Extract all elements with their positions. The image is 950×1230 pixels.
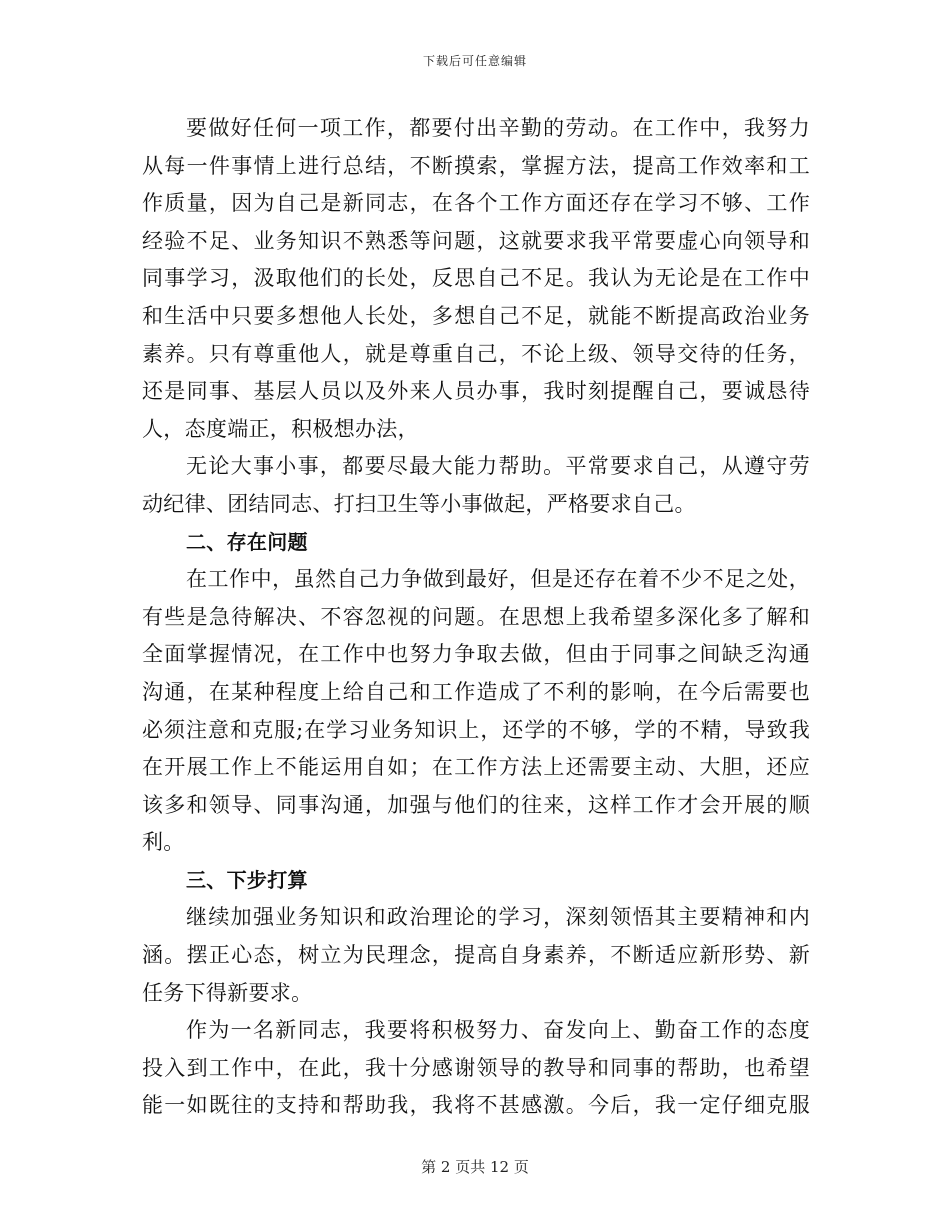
paragraph-line: 全面掌握情况，在工作中也努力争取去做，但由于同事之间缺乏沟通	[142, 642, 810, 667]
paragraph-line: 有些是急待解决、不容忽视的问题。在思想上我希望多深化多了解和	[142, 604, 810, 629]
paragraph-line: 还是同事、基层人员以及外来人员办事，我时刻提醒自己，要诚恳待	[142, 379, 810, 404]
paragraph-line: 该多和领导、同事沟通，加强与他们的往来，这样工作才会开展的顺	[142, 792, 810, 817]
paragraph-line: 和生活中只要多想他人长处，多想自己不足，就能不断提高政治业务	[142, 303, 810, 328]
paragraph-line: 人，态度端正，积极想办法，	[142, 416, 419, 441]
paragraph-line: 继续加强业务知识和政治理论的学习，深刻领悟其主要精神和内	[186, 905, 810, 930]
paragraph-line: 动纪律、团结同志、打扫卫生等小事做起，严格要求自己。	[142, 491, 696, 516]
paragraph-line: 利。	[142, 830, 185, 855]
page-number-footer: 第 2 页共 12 页	[421, 1158, 529, 1176]
paragraph-line: 必须注意和克服;在学习业务知识上，还学的不够，学的不精，导致我	[142, 717, 810, 742]
paragraph-line: 涵。摆正心态，树立为民理念，提高自身素养，不断适应新形势、新	[142, 943, 810, 968]
paragraph-line: 同事学习，汲取他们的长处，反思自己不足。我认为无论是在工作中	[142, 266, 810, 291]
document-body	[142, 110, 810, 1125]
section-heading-next-steps: 三、下步打算	[186, 867, 308, 892]
paragraph-line: 作质量，因为自己是新同志，在各个工作方面还存在学习不够、工作	[142, 191, 810, 216]
paragraph-line: 投入到工作中，在此，我十分感谢领导的教导和同事的帮助，也希望	[142, 1055, 810, 1080]
paragraph-line: 作为一名新同志，我要将积极努力、奋发向上、勤奋工作的态度	[186, 1018, 810, 1043]
paragraph-line: 在工作中，虽然自己力争做到最好，但是还存在着不少不足之处，	[186, 567, 810, 592]
paragraph-line: 在开展工作上不能运用自如；在工作方法上还需要主动、大胆，还应	[142, 755, 810, 780]
paragraph-line: 从每一件事情上进行总结，不断摸索，掌握方法，提高工作效率和工	[142, 153, 810, 178]
page-header-note: 下载后可任意编辑	[422, 54, 527, 68]
paragraph-line: 沟通，在某种程度上给自己和工作造成了不利的影响，在今后需要也	[142, 679, 810, 704]
section-heading-problems: 二、存在问题	[186, 529, 308, 554]
paragraph-line: 素养。只有尊重他人，就是尊重自己，不论上级、领导交待的任务，	[142, 341, 810, 366]
paragraph-line: 经验不足、业务知识不熟悉等问题，这就要求我平常要虚心向领导和	[142, 228, 810, 253]
paragraph-line: 能一如既往的支持和帮助我，我将不甚感激。今后，我一定仔细克服	[142, 1093, 810, 1118]
paragraph-line: 任务下得新要求。	[142, 980, 313, 1005]
paragraph-line: 要做好任何一项工作，都要付出辛勤的劳动。在工作中，我努力	[186, 116, 810, 140]
paragraph-line: 无论大事小事，都要尽最大能力帮助。平常要求自己，从遵守劳	[186, 454, 810, 479]
